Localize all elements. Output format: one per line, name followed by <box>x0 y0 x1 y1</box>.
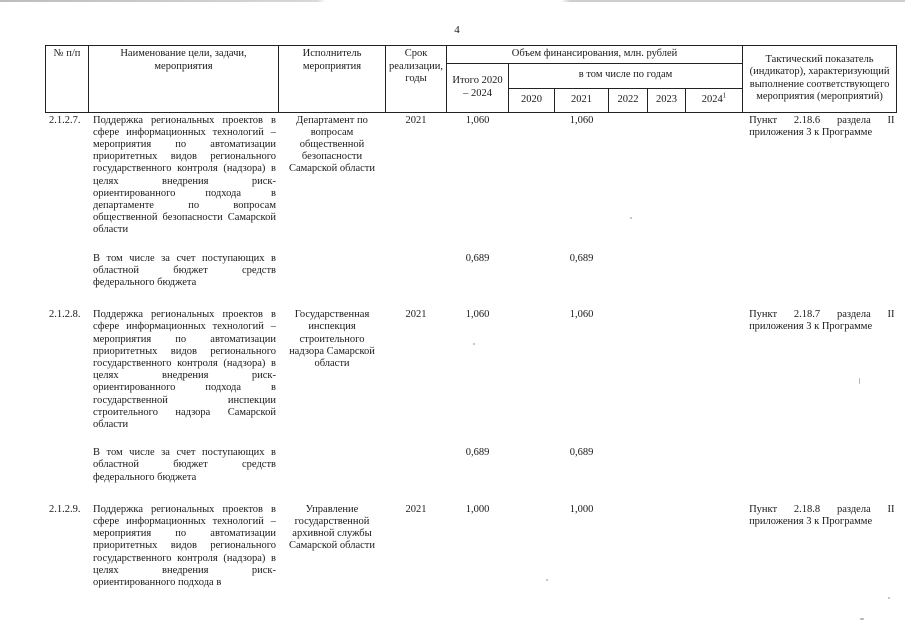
header-year-2021: 2021 <box>555 88 609 112</box>
subrow-2021: 0,689 <box>569 447 594 459</box>
financing-table <box>45 45 897 589</box>
row-total: 1,000 <box>465 503 490 515</box>
row-indicator: Пункт 2.18.7 раздела II приложения 3 к Программе <box>749 309 895 333</box>
row-term: 2021 <box>405 309 427 321</box>
header-year-2020: 2020 <box>509 88 555 112</box>
subrow-total: 0,689 <box>465 447 490 459</box>
row-number: 2.1.2.9. <box>49 503 81 515</box>
header-num: № п/п <box>46 46 89 113</box>
scan-top-edge <box>0 0 905 2</box>
scan-speck <box>860 618 864 620</box>
header-name: Наименование цели, задачи, мероприятия <box>89 46 279 113</box>
row-name: Поддержка региональных проектов в сфере информационных технологий – мероприятия по автоматизации приоритетных видов регионального государственного контроля (надзора) в целях внедрения риск-ориентированного подхода в <box>93 503 276 588</box>
row-2021: 1,060 <box>569 309 594 321</box>
subrow-name: В том числе за счет поступающих в областной бюджет средств федерального бюджета <box>93 447 276 483</box>
row-term: 2021 <box>405 114 427 126</box>
header-indicator: Тактический показатель (индикатор), характеризующий выполнение соответствующего мероприятия (мероприятий) <box>743 46 897 113</box>
scan-speck <box>888 597 890 599</box>
header-year-2023: 2023 <box>648 88 686 112</box>
row-executor: Управление государственной архивной службы Самарской области <box>289 503 375 552</box>
row-term: 2021 <box>405 503 427 515</box>
header-funding: Объем финансирования, млн. рублей <box>447 46 743 64</box>
page-number: 4 <box>454 24 460 36</box>
subrow-2021: 0,689 <box>569 252 594 264</box>
row-2021: 1,000 <box>569 503 594 515</box>
header-total: Итого 2020 – 2024 <box>447 63 509 112</box>
row-executor: Департамент по вопросам общественной безопасности Самарской области <box>289 114 375 175</box>
table-subrow <box>46 251 897 290</box>
subrow-total: 0,689 <box>465 252 490 264</box>
table-row <box>46 307 897 445</box>
row-2021: 1,060 <box>569 114 594 126</box>
row-total: 1,060 <box>465 309 490 321</box>
header-by-years: в том числе по годам <box>509 63 743 88</box>
scan-speck <box>473 343 475 345</box>
row-number: 2.1.2.8. <box>49 309 81 321</box>
header-term: Срок реализации, годы <box>386 46 447 113</box>
subrow-name: В том числе за счет поступающих в областной бюджет средств федерального бюджета <box>93 252 276 288</box>
row-executor: Государственная инспекция строительного надзора Самарской области <box>289 309 375 369</box>
table-row <box>46 112 897 251</box>
row-indicator: Пункт 2.18.6 раздела II приложения 3 к Программе <box>749 114 895 138</box>
table-row <box>46 502 897 589</box>
row-total: 1,060 <box>465 114 490 126</box>
row-indicator: Пункт 2.18.8 раздела II приложения 3 к Программе <box>749 503 895 527</box>
header-executor: Исполнитель мероприятия <box>279 46 386 113</box>
header-year-2022: 2022 <box>609 88 648 112</box>
header-year-2024: 2024$^1$ <box>686 88 743 112</box>
scan-speck <box>630 217 632 219</box>
row-name: Поддержка региональных проектов в сфере информационных технологий – мероприятия по автоматизации приоритетных видов регионального государственного контроля (надзора) в целях внедрения риск-ориентированного подхода в государственной инспекции строительного надзора Самарской области <box>93 309 276 430</box>
row-number: 2.1.2.7. <box>49 114 81 126</box>
row-name: Поддержка региональных проектов в сфере информационных технологий – мероприятия по автоматизации приоритетных видов регионального государственного контроля (надзора) в целях внедрения риск-ориентированного подхода в департаменте по вопросам общественной безопасности Самарской области <box>93 114 276 236</box>
table-subrow <box>46 445 897 484</box>
scan-speck <box>546 579 548 581</box>
scan-speck <box>859 378 860 384</box>
